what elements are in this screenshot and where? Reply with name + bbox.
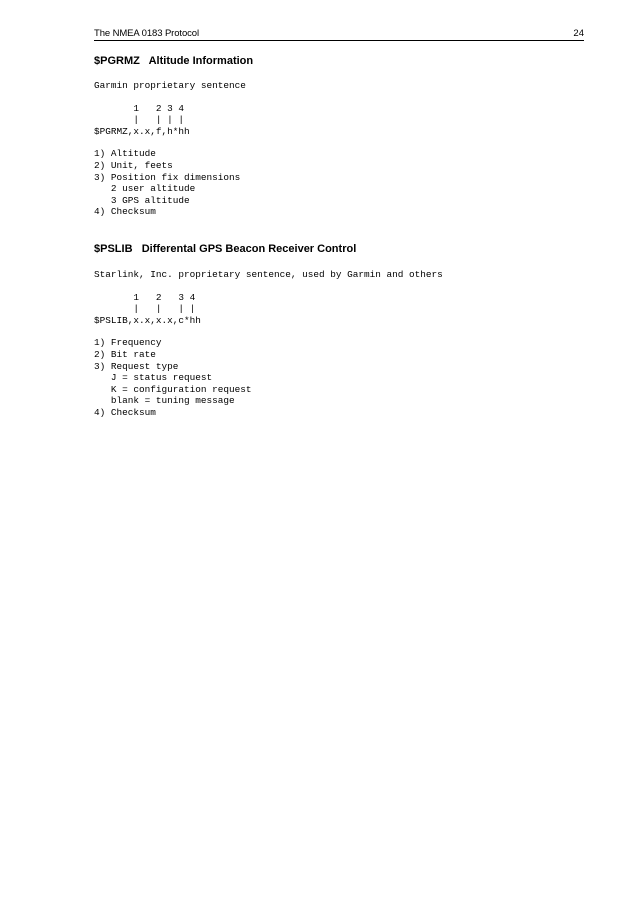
field-list: 1) Altitude 2) Unit, feets 3) Position fix dimensions 2 user altitude 3 GPS altitude 4) Checksum [94,148,241,218]
heading-title: Differental GPS Beacon Receiver Control [141,243,357,255]
sentence-diagram: 1 2 3 4 | | | | $PSLIB,x.x,x.x,c*hh [94,291,201,326]
section-pslib [94,243,443,419]
section-heading [94,243,443,256]
section-description: Garmin proprietary sentence [94,80,246,91]
page-header [94,28,584,41]
heading-code: $PSLIB [94,243,133,255]
sentence-diagram: 1 2 3 4 | | | | $PGRMZ,x.x,f,h*hh [94,102,190,137]
page-number: 24 [573,28,584,39]
section-pgrmz [94,55,253,218]
heading-title: Altitude Information [148,55,254,67]
heading-code: $PGRMZ [94,55,140,67]
field-list: 1) Frequency 2) Bit rate 3) Request type J = status request K = configuration request blank = tuning message 4) Checksum [94,337,252,418]
section-heading [94,55,253,68]
section-description: Starlink, Inc. proprietary sentence, used by Garmin and others [94,269,443,280]
header-title: The NMEA 0183 Protocol [94,28,199,39]
